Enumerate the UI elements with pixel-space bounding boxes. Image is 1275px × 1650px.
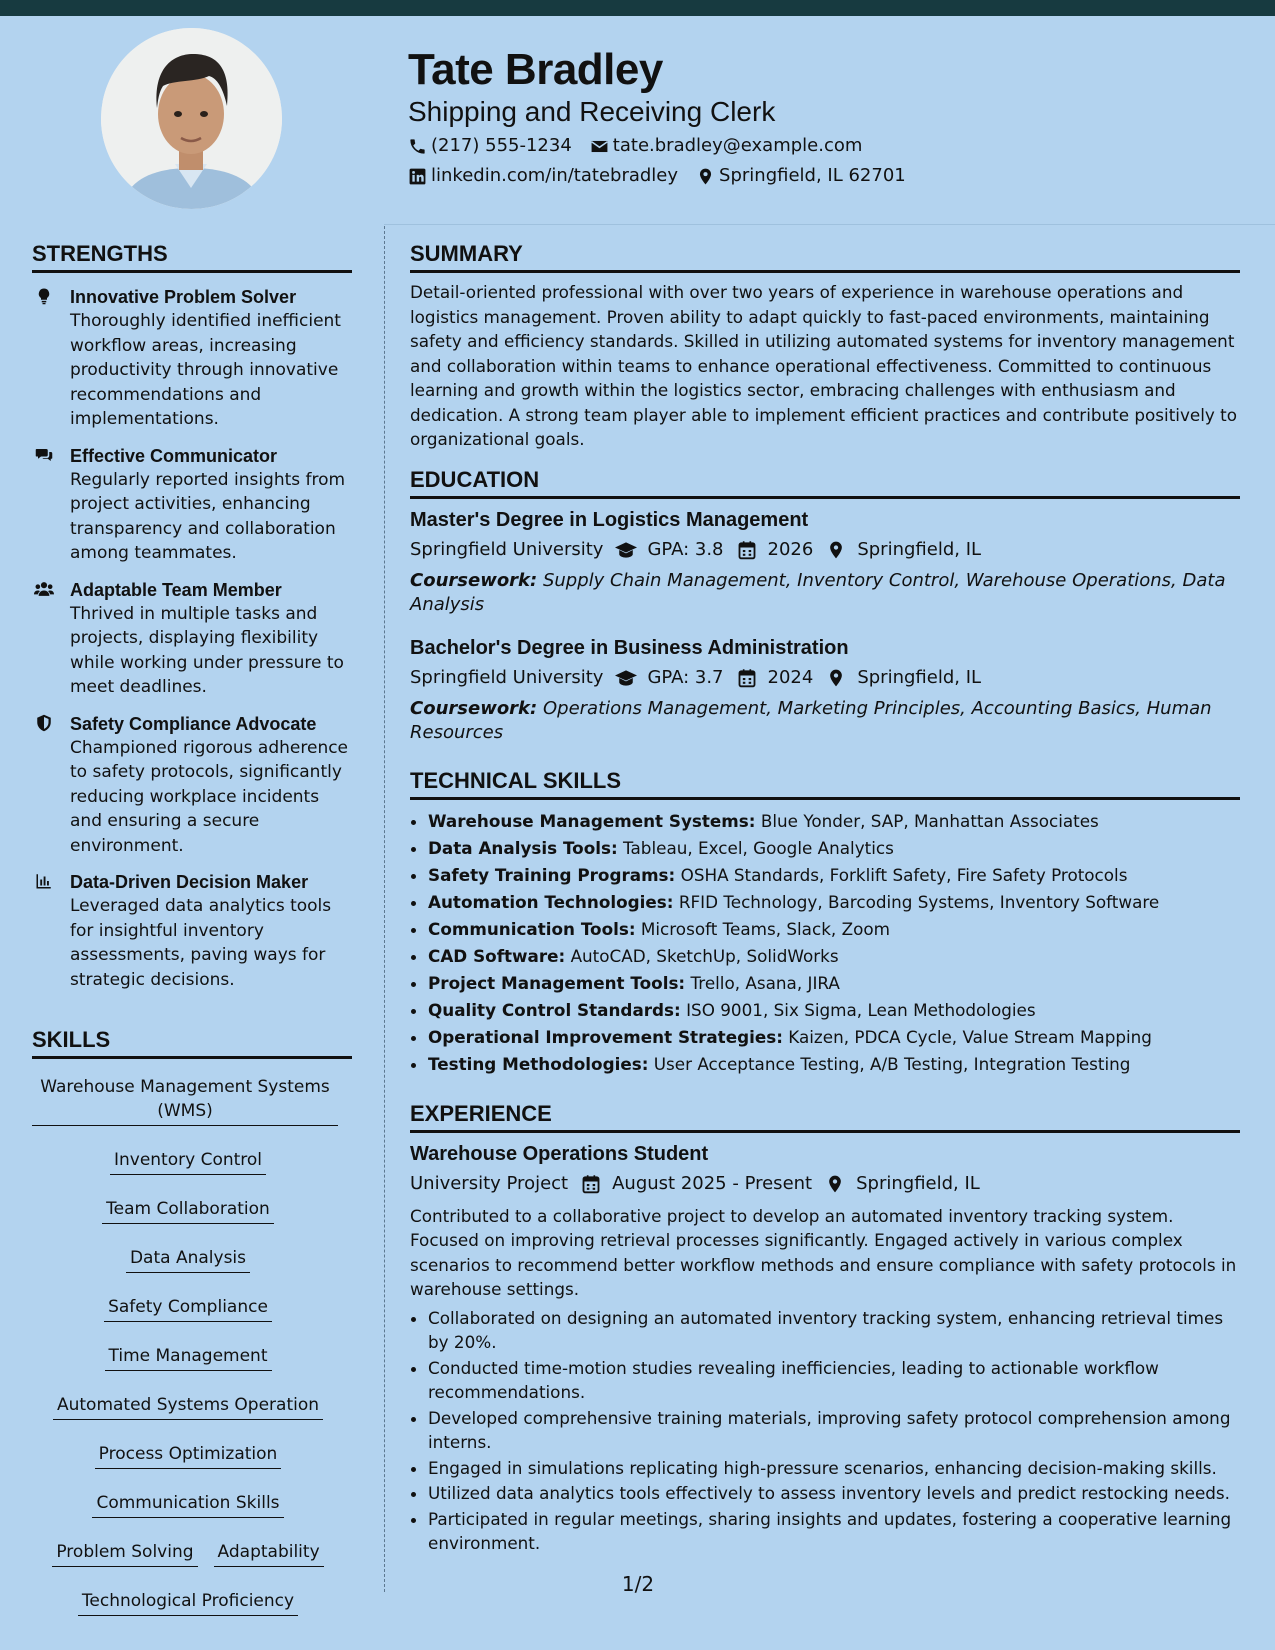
summary-heading: SUMMARY <box>410 240 1240 273</box>
location-contact <box>696 164 906 188</box>
experience-org: University Project <box>410 1172 569 1194</box>
education-entry <box>410 635 1240 745</box>
left-column <box>32 240 352 1630</box>
strength-item <box>32 285 352 432</box>
email-contact[interactable] <box>590 134 863 158</box>
degree-title: Bachelor's Degree in Business Administration <box>410 636 849 659</box>
skill-category: Data Analysis Tools: <box>428 837 618 858</box>
technical-skills-heading: TECHNICAL SKILLS <box>410 767 1240 800</box>
profile-photo <box>101 28 282 209</box>
strength-desc: Leveraged data analytics tools for insightful inventory assessments, paving ways for strategic decisions. <box>70 896 332 990</box>
strength-desc: Regularly reported insights from project activities, enhancing transparency and collaboration among teammates. <box>70 469 346 563</box>
strengths-list <box>32 285 352 992</box>
skill-category: Automation Technologies: <box>428 891 674 912</box>
gpa-text: GPA: 3.8 <box>647 538 724 560</box>
location-text: Springfield, IL 62701 <box>719 165 906 186</box>
summary-text: Detail-oriented professional with over two years of experience in warehouse operations and logistics management. Proven ability to adapt quickly to fast-paced environments, maintaining safety and efficiency standards. Skilled in utilizing automated systems for inventory management and collaboration within teams to enhance operational effectiveness. Committed to continuous learning and growth within the logistics sector, embracing challenges with enthusiasm and dedication. A strong team player able to implement efficient practices and contribute positively to organizational goals. <box>410 282 1237 449</box>
list-item <box>428 997 1240 1024</box>
skill-values: Trello, Asana, JIRA <box>690 972 840 993</box>
skill-values: ISO 9001, Six Sigma, Lean Methodologies <box>686 999 1036 1020</box>
list-item <box>428 970 1240 997</box>
linkedin-contact[interactable] <box>408 164 678 188</box>
calendar-icon <box>580 1174 602 1194</box>
chart-icon <box>34 872 54 890</box>
list-item <box>428 835 1240 862</box>
users-icon <box>34 580 54 598</box>
lightbulb-icon <box>34 287 54 305</box>
list-item: • Developed comprehensive training materials, improving safety protocol comprehension among interns. <box>428 1406 1240 1455</box>
strength-item <box>32 578 352 700</box>
list-item <box>428 808 1240 835</box>
strength-desc: Thoroughly identified inefficient workflow areas, increasing productivity through innovative recommendations and implementations. <box>70 311 341 429</box>
header-divider <box>384 224 1275 225</box>
skill-values: User Acceptance Testing, A/B Testing, Integration Testing <box>653 1053 1131 1074</box>
experience-description: Contributed to a collaborative project to develop an automated inventory tracking system. Focused on improving retrieval processes significantly. Engaged actively in various complex scenarios to recommend better workflow methods and ensure compliance with safety protocols in warehouse settings. <box>410 1205 1237 1299</box>
coursework-list: Operations Management, Marketing Principles, Accounting Basics, Human Resources <box>410 697 1212 743</box>
skill-tag: Time Management <box>105 1340 272 1371</box>
skill-category: Testing Methodologies: <box>428 1053 649 1074</box>
strength-title: Effective Communicator <box>70 445 278 466</box>
skill-category: Project Management Tools: <box>428 972 686 993</box>
coursework <box>410 697 1240 745</box>
candidate-name: Tate Bradley <box>408 45 663 94</box>
skills-heading: SKILLS <box>32 1026 352 1059</box>
list-item: • Collaborated on designing an automated inventory tracking system, enhancing retrieval times by 20%. <box>428 1306 1240 1355</box>
coursework-label: Coursework: <box>410 569 538 591</box>
email-text: tate.bradley@example.com <box>612 135 863 156</box>
skill-values: Kaizen, PDCA Cycle, Value Stream Mapping <box>788 1026 1152 1047</box>
strength-item <box>32 444 352 566</box>
map-pin-icon <box>825 668 847 688</box>
strength-item <box>32 712 352 859</box>
skill-category: Quality Control Standards: <box>428 999 681 1020</box>
list-item: • Utilized data analytics tools effectively to assess inventory levels and predict restocking needs. <box>428 1481 1240 1506</box>
technical-skills-list <box>410 808 1240 1078</box>
list-item <box>428 1051 1240 1078</box>
skill-values: OSHA Standards, Forklift Safety, Fire Safety Protocols <box>680 864 1128 885</box>
linkedin-icon <box>408 167 427 186</box>
degree-meta <box>410 665 1240 691</box>
list-item <box>428 943 1240 970</box>
graduation-year: 2026 <box>767 538 814 560</box>
skill-values: Blue Yonder, SAP, Manhattan Associates <box>760 810 1099 831</box>
skill-tag: Warehouse Management Systems (WMS) <box>32 1071 338 1126</box>
skill-values: RFID Technology, Barcoding Systems, Inventory Software <box>678 891 1160 912</box>
strength-title: Data-Driven Decision Maker <box>70 872 309 892</box>
skill-values: AutoCAD, SketchUp, SolidWorks <box>570 945 839 966</box>
map-pin-icon <box>825 540 847 560</box>
calendar-icon <box>736 540 758 560</box>
experience-meta <box>410 1171 1240 1197</box>
experience-heading: EXPERIENCE <box>410 1100 1240 1133</box>
map-pin-icon <box>696 167 715 186</box>
strength-item <box>32 870 352 992</box>
school-location: Springfield, IL <box>857 538 982 560</box>
coursework <box>410 569 1240 617</box>
school-name: Springfield University <box>410 538 604 560</box>
degree-title: Master's Degree in Logistics Management <box>410 508 809 531</box>
skill-tag: Adaptability <box>214 1536 324 1567</box>
linkedin-text: linkedin.com/in/tatebradley <box>431 165 679 186</box>
experience-title: Warehouse Operations Student <box>410 1142 709 1165</box>
coursework-list: Supply Chain Management, Inventory Control, Warehouse Operations, Data Analysis <box>410 569 1226 615</box>
skill-tag: Technological Proficiency <box>78 1585 298 1616</box>
phone-text: (217) 555-1234 <box>431 135 572 156</box>
list-item: • Participated in regular meetings, sharing insights and updates, fostering a cooperative learning environment. <box>428 1507 1240 1556</box>
top-bar <box>0 0 1275 16</box>
school-name: Springfield University <box>410 666 604 688</box>
experience-dates: August 2025 - Present <box>612 1172 813 1194</box>
contact-row-1 <box>408 134 880 158</box>
list-item: • Conducted time-motion studies revealing inefficiencies, leading to actionable workflow recommendations. <box>428 1356 1240 1405</box>
chat-icon <box>34 446 54 464</box>
list-item: • Engaged in simulations replicating high-pressure scenarios, enhancing decision-making skills. <box>428 1456 1240 1481</box>
skill-tag: Communication Skills <box>92 1487 283 1518</box>
strength-title: Innovative Problem Solver <box>70 287 297 307</box>
skill-tag: Problem Solving <box>52 1536 197 1567</box>
envelope-icon <box>590 137 609 156</box>
graduation-cap-icon <box>615 668 637 688</box>
contact-row-2 <box>408 164 924 188</box>
skill-category: Safety Training Programs: <box>428 864 676 885</box>
strength-title: Adaptable Team Member <box>70 579 282 600</box>
list-item <box>428 862 1240 889</box>
coursework-label: Coursework: <box>410 697 538 719</box>
calendar-icon <box>736 668 758 688</box>
skill-category: CAD Software: <box>428 945 566 966</box>
list-item <box>428 916 1240 943</box>
skill-category: Warehouse Management Systems: <box>428 810 756 831</box>
skill-category: Operational Improvement Strategies: <box>428 1026 783 1047</box>
job-title: Shipping and Receiving Clerk <box>408 96 776 127</box>
right-column <box>410 240 1240 1557</box>
skill-tag: Safety Compliance <box>104 1291 272 1322</box>
experience-bullets <box>410 1306 1240 1556</box>
skill-category: Communication Tools: <box>428 918 636 939</box>
shield-icon <box>34 714 54 732</box>
graduation-cap-icon <box>615 540 637 560</box>
strength-title: Safety Compliance Advocate <box>70 713 317 734</box>
strengths-heading: STRENGTHS <box>32 240 352 273</box>
column-divider <box>384 226 385 1592</box>
strength-desc: Thrived in multiple tasks and projects, displaying flexibility while working under pressure to meet deadlines. <box>70 603 344 697</box>
list-item <box>428 1024 1240 1051</box>
skill-tag: Automated Systems Operation <box>53 1389 323 1420</box>
map-pin-icon <box>824 1174 846 1194</box>
degree-meta <box>410 537 1240 563</box>
experience-location: Springfield, IL <box>856 1172 980 1194</box>
graduation-year: 2024 <box>767 666 814 688</box>
skill-values: Tableau, Excel, Google Analytics <box>623 837 894 858</box>
phone-contact <box>408 134 572 158</box>
school-location: Springfield, IL <box>857 666 982 688</box>
skill-values: Microsoft Teams, Slack, Zoom <box>640 918 890 939</box>
education-entry <box>410 507 1240 617</box>
skill-tag: Process Optimization <box>95 1438 282 1469</box>
strength-desc: Championed rigorous adherence to safety protocols, significantly reducing workplace incidents and ensuring a secure environment. <box>70 737 349 856</box>
phone-icon <box>408 137 427 156</box>
skills-list <box>32 1067 344 1630</box>
list-item <box>428 889 1240 916</box>
page-indicator: 1/2 <box>621 1572 655 1596</box>
skill-tag: Team Collaboration <box>102 1193 274 1224</box>
skill-tag: Data Analysis <box>126 1242 250 1273</box>
gpa-text: GPA: 3.7 <box>647 666 724 688</box>
education-heading: EDUCATION <box>410 466 1240 499</box>
skill-tag: Inventory Control <box>110 1144 266 1175</box>
